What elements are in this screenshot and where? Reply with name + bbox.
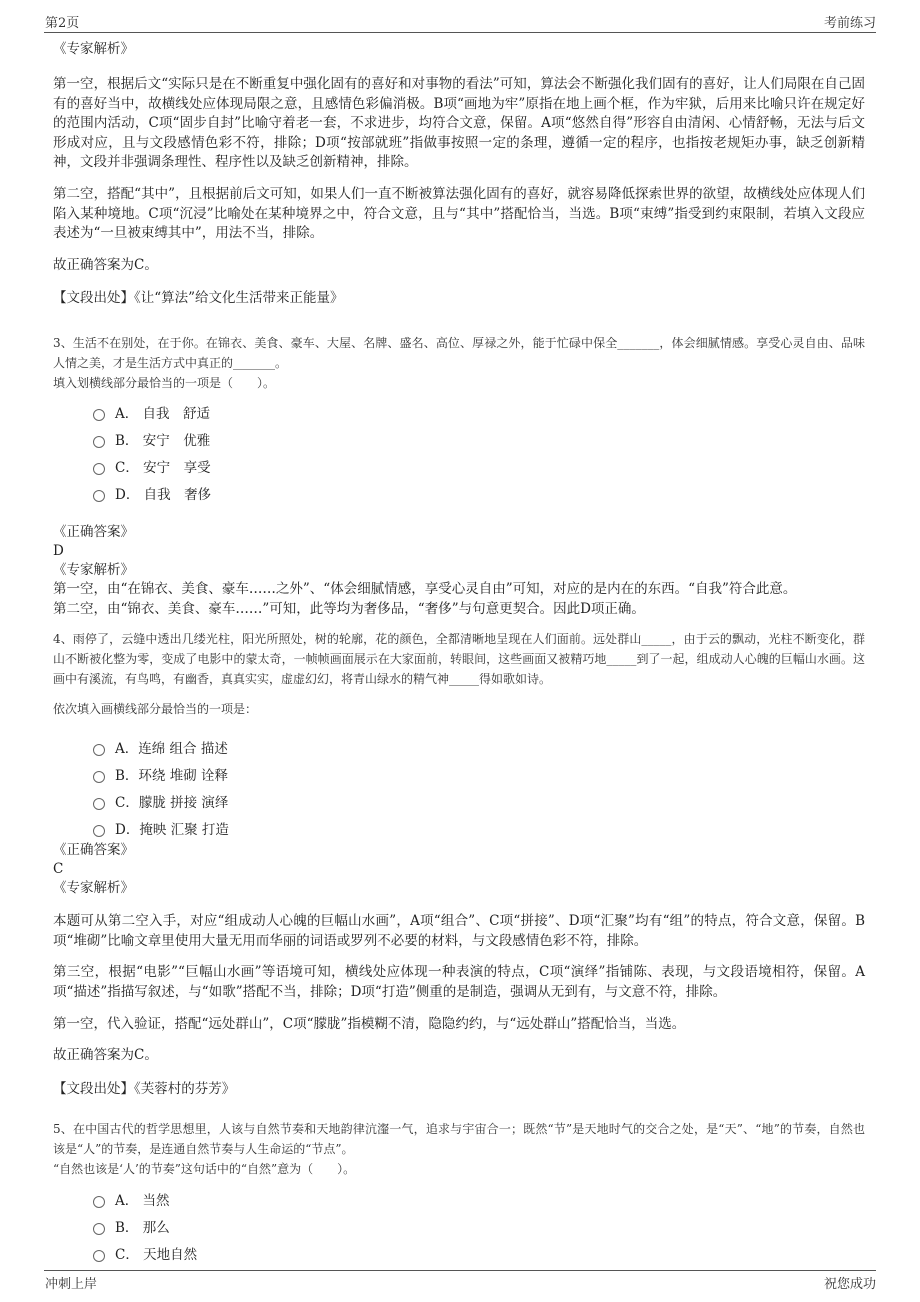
header-category: 考前练习 xyxy=(823,16,876,31)
q4-source: 【文段出处】《芙蓉村的芬芳》 xyxy=(53,1080,236,1097)
q3-stem: 3、生活不在别处，在于你。在锦衣、美食、豪车、大屋、名牌、盛名、高位、厚禄之外，能于忙碌中保全_______，体会细腻情感。享受心灵自由、品味人情之美，才是生活方式中真正的_______。 xyxy=(53,335,865,370)
header-divider xyxy=(44,32,876,33)
q2-source: 【文段出处】《让“算法”给文化生活带来正能量》 xyxy=(53,290,344,307)
q4-prompt: 依次填入画横线部分最恰当的一项是： xyxy=(53,702,258,717)
q4-answer: C xyxy=(53,861,64,878)
question-4 xyxy=(53,629,865,1099)
radio-icon[interactable] xyxy=(93,1196,105,1208)
q3-option-b[interactable]: B． 安宁 优雅 xyxy=(93,426,865,453)
expert-analysis-label: 《专家解析》 xyxy=(53,880,134,897)
radio-icon[interactable] xyxy=(93,490,105,502)
q5-options xyxy=(93,1185,865,1266)
q3-answer: D xyxy=(53,542,64,559)
q5-option-a[interactable]: A． 当然 xyxy=(93,1185,865,1212)
q5-option-b[interactable]: B． 那么 xyxy=(93,1212,865,1239)
q2-answer-statement: 故正确答案为C。 xyxy=(53,256,158,273)
q4-option-d[interactable]: D．掩映 汇聚 打造 xyxy=(93,814,865,841)
q4-answer-statement: 故正确答案为C。 xyxy=(53,1047,158,1064)
q4-analysis-p2: 第三空，根据“电影”“巨幅山水画”等语境可知，横线处应体现一种表演的特点，C项“演绎”指铺陈、表现，与文段语境相符，保留。A项“描述”指描写叙述，与“如歌”搭配不当，排除；D项“打造”侧重的是制造，强调从无到有，与文意不符，排除。 xyxy=(53,964,865,1000)
page-number: 第2页 xyxy=(45,16,80,31)
footer-divider xyxy=(44,1270,876,1271)
radio-icon[interactable] xyxy=(93,409,105,421)
q3-option-c[interactable]: C． 安宁 享受 xyxy=(93,453,865,480)
correct-answer-label: 《正确答案》 xyxy=(53,842,134,859)
q3-prompt: 填入划横线部分最恰当的一项是（ ）。 xyxy=(53,375,276,390)
radio-icon[interactable] xyxy=(93,436,105,448)
q5-prompt: “自然也该是‘人’的节奏”这句话中的“自然”意为（ ）。 xyxy=(53,1162,356,1177)
q4-option-b[interactable]: B．环绕 堆砌 诠释 xyxy=(93,760,865,787)
radio-icon[interactable] xyxy=(93,1223,105,1235)
q4-option-a[interactable]: A．连绵 组合 描述 xyxy=(93,733,865,760)
q3-analysis-p2: 第二空，由“锦衣、美食、豪车……”可知，此等均为奢侈品，“奢侈”与句意更契合。因此D项正确。 xyxy=(53,600,645,617)
q4-analysis-p3: 第一空，代入验证，搭配“远处群山”，C项“朦胧”指模糊不清，隐隐约约，与“远处群山”搭配恰当，当选。 xyxy=(53,1015,686,1032)
radio-icon[interactable] xyxy=(93,798,105,810)
expert-analysis-label: 《专家解析》 xyxy=(53,41,134,57)
radio-icon[interactable] xyxy=(93,463,105,475)
q5-stem: 5、在中国古代的哲学思想里，人该与自然节奏和天地韵律沆瀣一气，追求与宇宙合一；既然“节”是天地时气的交合之处，是“天”、“地”的节奏，自然也该是“人”的节奏，是连通自然节奏与人生命运的“节点”。 xyxy=(53,1122,865,1157)
expert-analysis-label: 《专家解析》 xyxy=(53,561,134,578)
page-content xyxy=(53,40,865,1266)
q2-analysis-p1: 第一空，根据后文“实际只是在不断重复中强化固有的喜好和对事物的看法”可知，算法会不断强化我们固有的喜好，让人们局限在自己固有的喜好当中，故横线处应体现局限之意，且感情色彩偏消极。B项“画地为牢”原指在地上画个框，作为牢狱，后用来比喻只许在规定好的范围内活动，C项“固步自封”比喻守着老一套，不求进步，均符合文意，保留。A项“悠然自得”形容自由清闲、心情舒畅，无法与后文形成对应，且与文段感情色彩不符，排除；D项“按部就班”指做事按照一定的条理，遵循一定的程序，也指按老规矩办事，缺乏创新精神，文段并非强调条理性、程序性以及缺乏创新精神，排除。 xyxy=(53,76,865,171)
question-3 xyxy=(53,333,865,619)
q4-stem: 4、雨停了，云缝中透出几缕光柱，阳光所照处，树的轮廓，花的颜色，全都清晰地呈现在人们面前。远处群山_____，由于云的飘动，光柱不断变化，群山不断被化整为零，变成了电影中的蒙太奇，一帧帧画面展示在大家面前，转眼间，这些画面又被精巧地_____到了一起，组成动人心魄的巨幅山水画。这画中有溪流，有鸟鸣，有幽香，真真实实，虚虚幻幻，将青山绿水的精气神_____得如歌如诗。 xyxy=(53,632,865,687)
q3-option-d[interactable]: D． 自我 奢侈 xyxy=(93,480,865,507)
q4-options xyxy=(93,733,865,841)
q5-option-c[interactable]: C． 天地自然 xyxy=(93,1239,865,1266)
q3-option-a[interactable]: A． 自我 舒适 xyxy=(93,399,865,426)
correct-answer-label: 《正确答案》 xyxy=(53,523,134,540)
q4-analysis-p1: 本题可从第二空入手，对应“组成动人心魄的巨幅山水画”，A项“组合”、C项“拼接”、D项“汇聚”均有“组”的特点，符合文意，保留。B项“堆砌”比喻文章里使用大量无用而华丽的词语或罗列不必要的材料，与文段感情色彩不符，排除。 xyxy=(53,913,865,949)
radio-icon[interactable] xyxy=(93,825,105,837)
radio-icon[interactable] xyxy=(93,744,105,756)
question-5 xyxy=(53,1119,865,1266)
footer-left: 冲刺上岸 xyxy=(45,1277,98,1292)
q3-analysis-p1: 第一空，由“在锦衣、美食、豪车……之外”、“体会细腻情感，享受心灵自由”可知，对应的是内在的东西。“自我”符合此意。 xyxy=(53,580,797,597)
radio-icon[interactable] xyxy=(93,771,105,783)
q3-options xyxy=(93,399,865,507)
radio-icon[interactable] xyxy=(93,1250,105,1262)
q2-analysis-p2: 第二空，搭配“其中”，且根据前后文可知，如果人们一直不断被算法强化固有的喜好，就容易降低探索世界的欲望，故横线处应体现人们陷入某种境地。C项“沉浸”比喻处在某种境界之中，符合文意，且与“其中”搭配恰当，当选。B项“束缚”指受到约束限制，若填入文段应表述为“一旦被束缚其中”，用法不当，排除。 xyxy=(53,185,865,242)
q4-option-c[interactable]: C．朦胧 拼接 演绎 xyxy=(93,787,865,814)
footer-right: 祝您成功 xyxy=(823,1277,876,1292)
